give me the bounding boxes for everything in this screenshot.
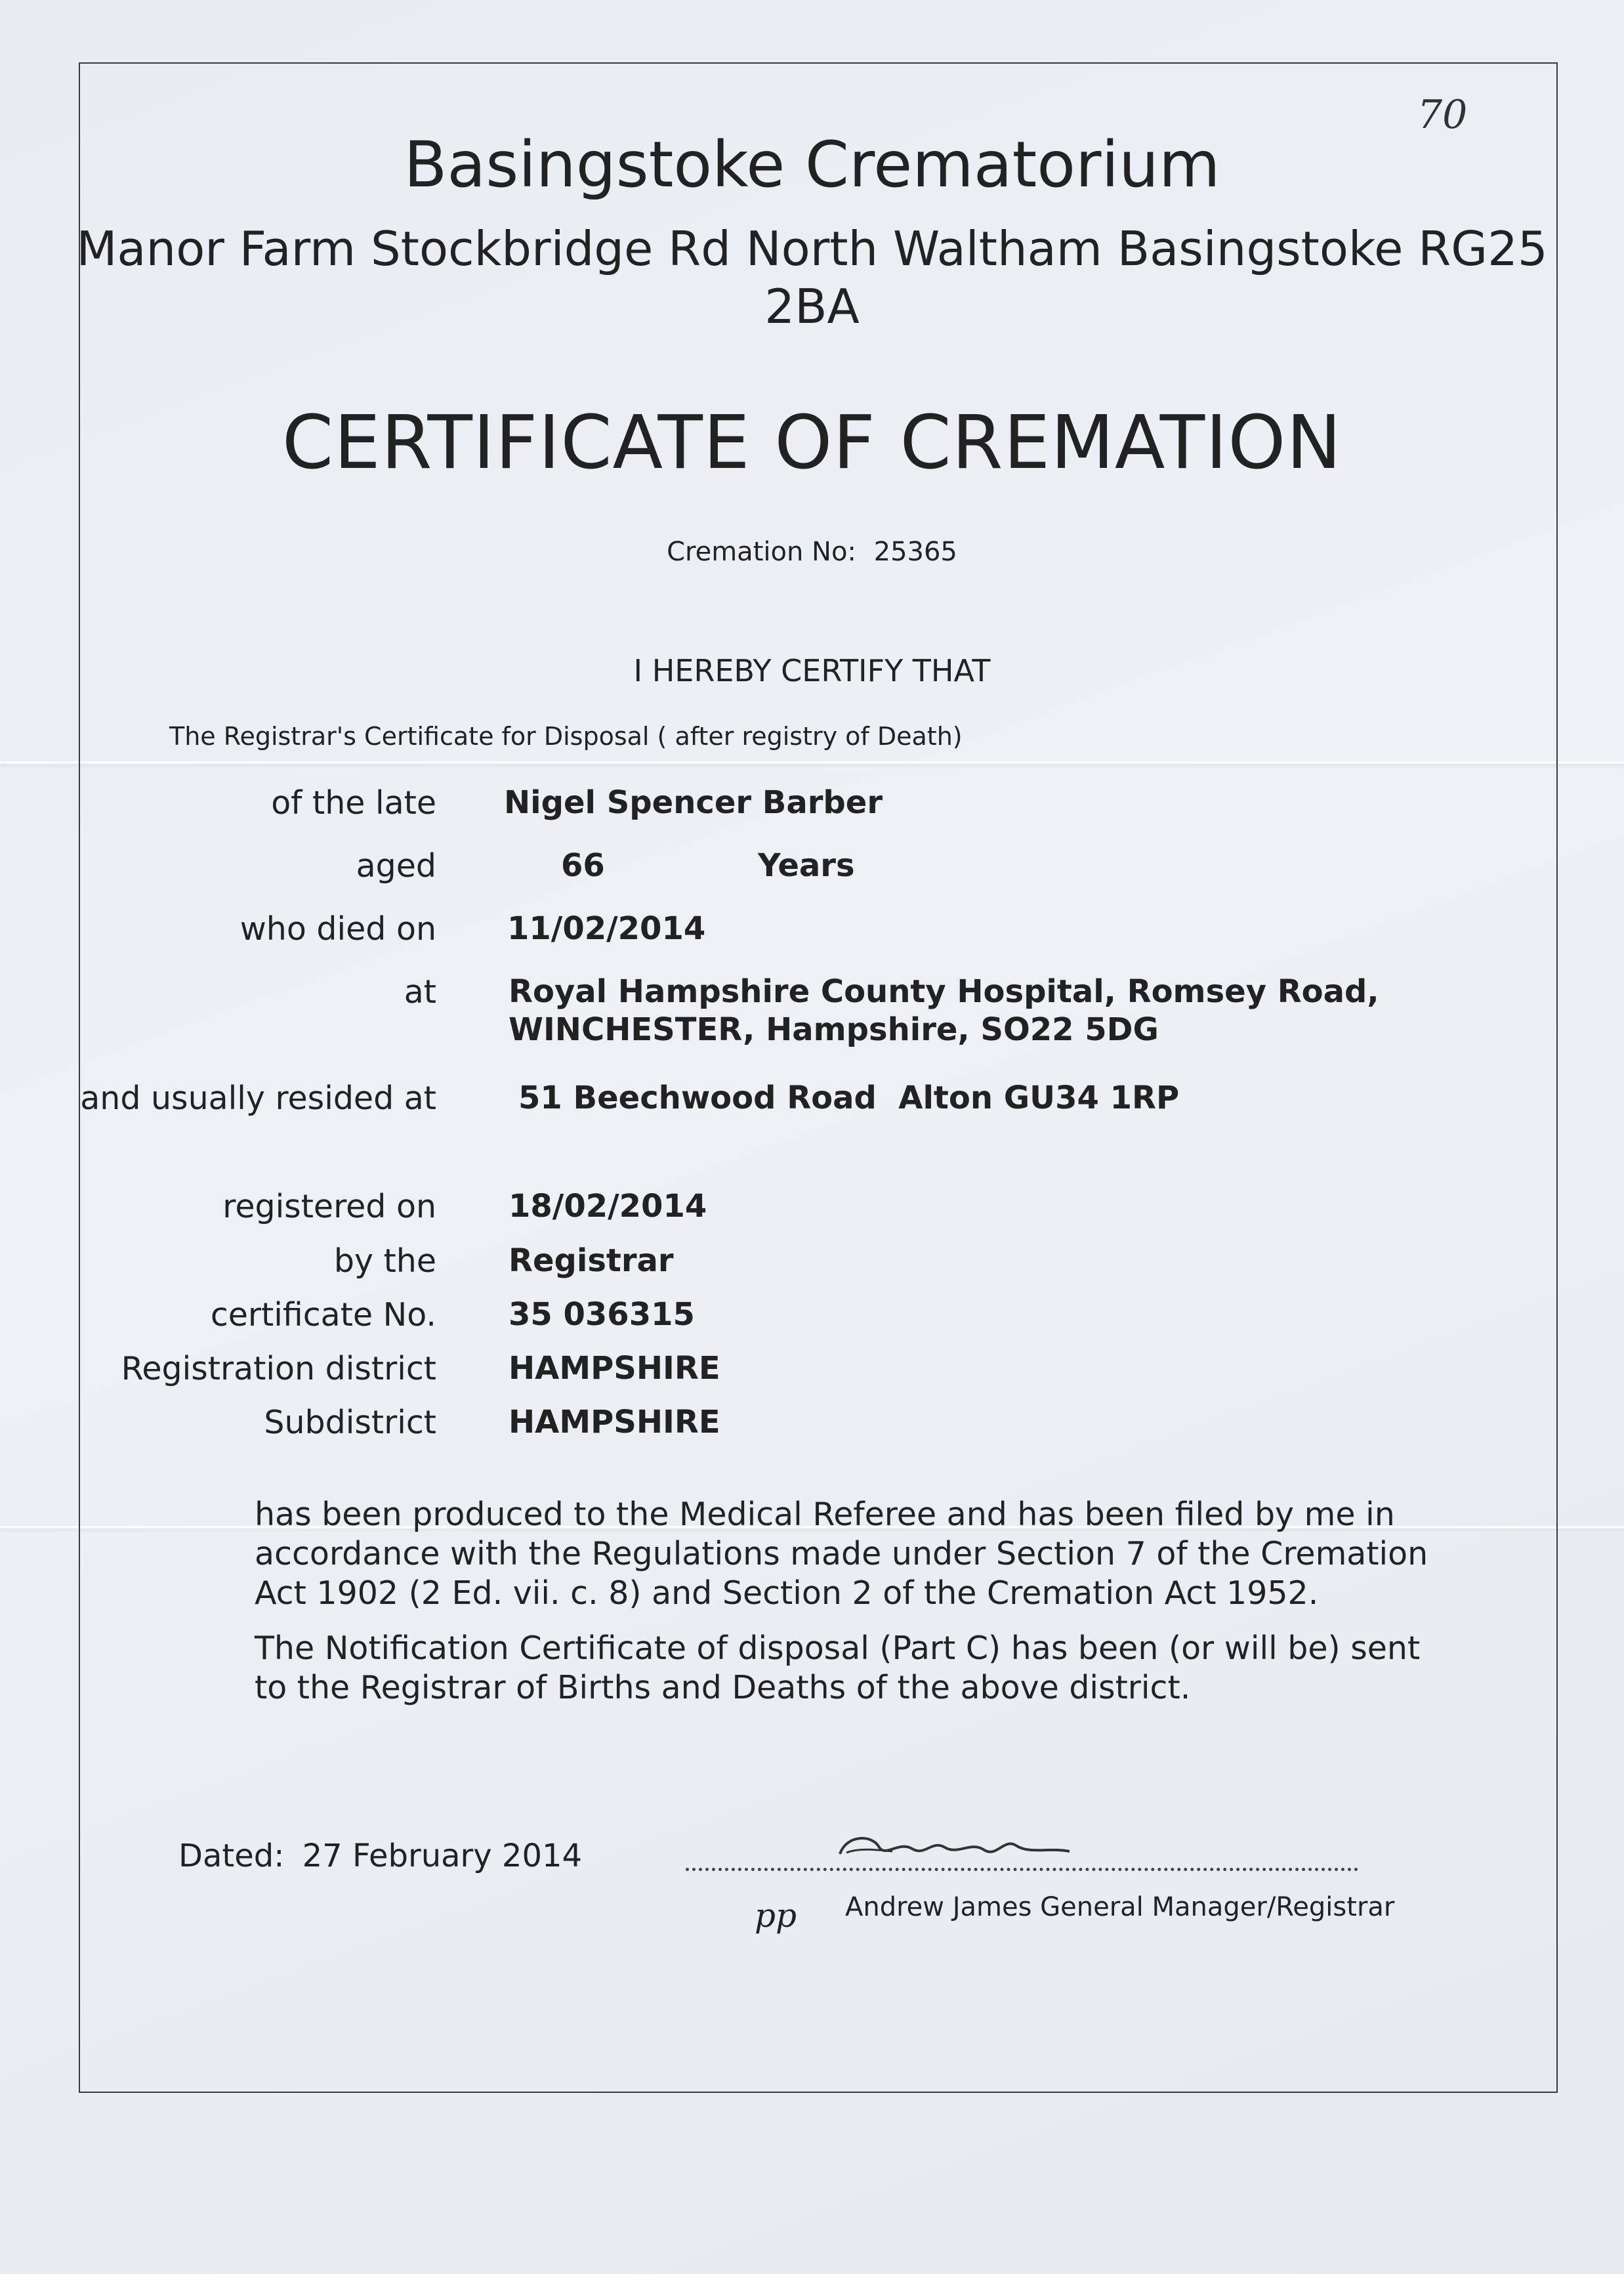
by-the-label: by the: [333, 1242, 436, 1280]
subdistrict: HAMPSHIRE: [509, 1404, 720, 1441]
dated-label: Dated:: [178, 1838, 285, 1874]
certify-heading: I HEREBY CERTIFY THAT: [633, 653, 991, 688]
residence-label: and usually resided at: [80, 1080, 436, 1117]
dated-value: 27 February 2014: [302, 1838, 583, 1874]
certificate-number-label: certificate No.: [210, 1296, 436, 1334]
signature-scribble: [833, 1828, 1083, 1867]
registrar-certificate-line: The Registrar's Certificate for Disposal ( after registry of Death): [169, 722, 963, 751]
died-on-label: who died on: [239, 910, 436, 948]
age-unit: Years: [758, 847, 855, 884]
registration-district-label: Registration district: [121, 1350, 436, 1387]
registered-on-label: registered on: [222, 1188, 436, 1225]
address-line-2: 2BA: [764, 279, 860, 334]
subdistrict-label: Subdistrict: [264, 1404, 436, 1441]
place-of-death-line-2: WINCHESTER, Hampshire, SO22 5DG: [509, 1011, 1159, 1048]
signatory-name: Andrew James General Manager/Registrar: [845, 1892, 1395, 1922]
registration-date: 18/02/2014: [509, 1188, 707, 1225]
crematorium-name: Basingstoke Crematorium: [404, 128, 1220, 201]
place-of-death-label: at: [404, 973, 436, 1011]
age-value: 66: [561, 847, 605, 884]
aged-label: aged: [356, 847, 436, 885]
certificate-border: [79, 62, 1558, 2093]
certificate-title: CERTIFICATE OF CREMATION: [281, 400, 1343, 486]
registration-district: HAMPSHIRE: [509, 1350, 720, 1387]
deceased-name: Nigel Spencer Barber: [504, 784, 883, 821]
per-procurationem-initials: pp: [755, 1897, 797, 1935]
crematorium-address: [0, 220, 1624, 335]
place-of-death-line-1: Royal Hampshire County Hospital, Romsey Road,: [509, 973, 1379, 1010]
address-line-1: Manor Farm Stockbridge Rd North Waltham Basingstoke RG25: [76, 221, 1548, 276]
date-of-death: 11/02/2014: [507, 910, 706, 947]
residence-address: 51 Beechwood Road Alton GU34 1RP: [518, 1080, 1180, 1116]
cremation-number-label: Cremation No:: [667, 537, 856, 567]
late-label: of the late: [271, 784, 436, 822]
registered-by: Registrar: [509, 1242, 674, 1279]
filing-paragraph: has been produced to the Medical Referee and has been filed by me in accordance with the Regulations made under Section 7 of the Cremation Act 1902 (2 Ed. vii. c. 8) and Section 2 of the Cremation Act 1952.: [255, 1496, 1428, 1612]
handwritten-corner-note: 70: [1417, 92, 1468, 138]
certificate-number: 35 036315: [509, 1296, 695, 1333]
cremation-number-value: 25365: [873, 537, 957, 567]
cremation-number-row: [0, 537, 1624, 567]
notification-paragraph: The Notification Certificate of disposal (Part C) has been (or will be) sent to the Registrar of Births and Deaths of the above district.: [255, 1630, 1421, 1706]
dated-row: [178, 1838, 582, 1874]
